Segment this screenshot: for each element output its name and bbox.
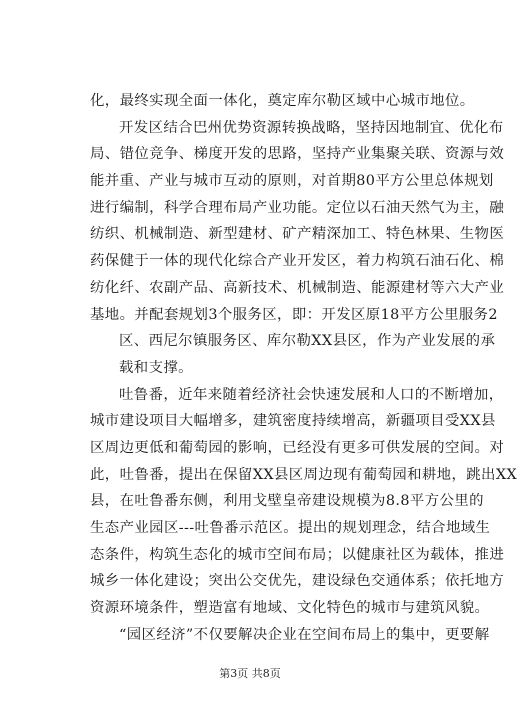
text-line: 此，吐鲁番，提出在保留XX县区周边现有葡萄园和耕地，跳出XX bbox=[90, 466, 517, 483]
text-line: 载和支撑。 bbox=[119, 359, 193, 376]
text-line: 纺化纤、农副产品、高新技术、机械制造、能源建材等六大产业 bbox=[90, 279, 505, 296]
text-line: 吐鲁番，近年来随着经济社会快速发展和人口的不断增加， bbox=[119, 386, 504, 403]
page-number-footer: 第3页 共8页 bbox=[219, 667, 281, 680]
text-line: 城市建设项目大幅增多，建筑密度持续增高，新疆项目受XX县 bbox=[90, 413, 496, 430]
text-line: 化，最终实现全面一体化，奠定库尔勒区域中心城市地位。 bbox=[90, 93, 475, 109]
text-line: 开发区结合巴州优势资源转换战略，坚持因地制宜、优化布 bbox=[119, 119, 504, 136]
document-body bbox=[90, 88, 517, 648]
text-line: 能并重、产业与城市互动的原则，对首期80平方公里总体规划 bbox=[90, 173, 494, 190]
text-line: 县，在吐鲁番东侧，利用戈壁皇帝建设规模为8.8平方公里的 bbox=[90, 493, 484, 510]
text-line: 资源环境条件，塑造富有地域、文化特色的城市与建筑风貌。 bbox=[90, 600, 490, 617]
text-line: 基地。并配套规划3个服务区，即：开发区原18平方公里服务2 bbox=[90, 306, 498, 323]
text-line: “园区经济”不仅要解决企业在空间布局上的集中，更要解 bbox=[119, 626, 490, 643]
text-line: 区周边更低和葡萄园的影响，已经没有更多可供发展的空间。对 bbox=[90, 439, 505, 456]
text-line: 城乡一体化建设；突出公交优先，建设绿色交通体系；依托地方 bbox=[90, 573, 505, 590]
text-line: 纺织、机械制造、新型建材、矿产精深加工、特色林果、生物医 bbox=[90, 226, 505, 243]
text-line: 局、错位竞争、梯度开发的思路，坚持产业集聚关联、资源与效 bbox=[90, 146, 505, 163]
text-line: 生态产业园区---吐鲁番示范区。提出的规划理念，结合地域生 bbox=[90, 520, 491, 536]
text-line: 药保健于一体的现代化综合产业开发区，着力构筑石油石化、棉 bbox=[90, 253, 505, 270]
text-line: 进行编制，科学合理布局产业功能。定位以石油天然气为主，融 bbox=[90, 199, 505, 216]
text-line: 区、西尼尔镇服务区、库尔勒XX县区，作为产业发展的承 bbox=[119, 333, 496, 350]
text-line: 态条件，构筑生态化的城市空间布局；以健康社区为载体，推进 bbox=[90, 546, 505, 563]
